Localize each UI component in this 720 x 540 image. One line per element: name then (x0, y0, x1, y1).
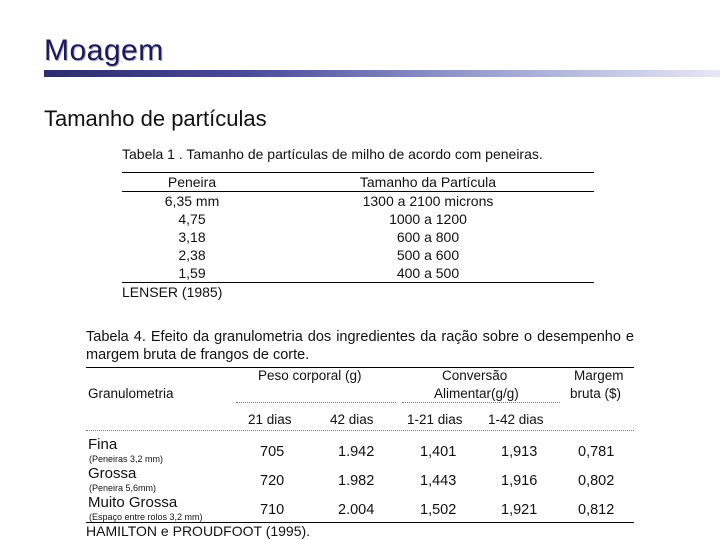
value-margem: 0,802 (578, 473, 615, 489)
header-bruta: bruta ($) (570, 386, 622, 401)
value-conv-1-21: 1,502 (420, 502, 457, 518)
peneira-cell: 1,59 (178, 265, 206, 281)
value-peso-42: 1.982 (338, 473, 375, 489)
value-conv-1-42: 1,916 (501, 473, 538, 489)
value-conv-1-42: 1,913 (501, 444, 538, 460)
table-1-caption: Tabela 1 . Tamanho de partículas de milho de acordo com peneiras. (122, 146, 543, 162)
header-tamanho-particula: Tamanho da Partícula (359, 174, 497, 190)
table-1-grid (122, 173, 594, 191)
particle-size-cell: 400 a 500 (396, 265, 460, 281)
granulometry-name: Muito Grossa (88, 494, 178, 511)
dotted-rule-peso (236, 402, 396, 403)
table-row (122, 264, 594, 282)
value-conv-1-21: 1,443 (420, 473, 457, 489)
granulometry-note: (Peneira 5,6mm) (89, 483, 157, 493)
particle-size-cell: 1000 a 1200 (389, 211, 467, 227)
value-peso-21: 705 (260, 444, 285, 460)
granulometry-name: Grossa (88, 465, 137, 482)
table-row (122, 210, 594, 228)
header-alimentar: Alimentar(g/g) (434, 386, 519, 401)
value-peso-42: 1.942 (338, 444, 375, 460)
value-conv-1-42: 1,921 (501, 502, 538, 518)
table-4-granulometry-effect (86, 328, 634, 539)
subheader-1-21-dias: 1-21 dias (407, 412, 463, 427)
value-conv-1-21: 1,401 (420, 444, 457, 460)
peneira-cell: 6,35 mm (164, 193, 220, 209)
granulometry-name: Fina (88, 436, 118, 453)
granulometry-note: (Peneiras 3,2 mm) (89, 454, 164, 464)
table-1-header-row (122, 173, 594, 191)
value-margem: 0,812 (578, 502, 615, 518)
subheader-1-42-dias: 1-42 dias (488, 412, 544, 427)
granulometry-note: (Espaço entre rolos 3,2 mm) (89, 512, 203, 522)
value-margem: 0,781 (578, 444, 615, 460)
slide-subtitle: Tamanho de partículas (44, 106, 267, 131)
particle-size-cell: 600 a 800 (396, 229, 460, 245)
header-peneira: Peneira (167, 174, 217, 190)
table-4-caption: Tabela 4. Efeito da granulometria dos ingredientes da ração sobre o desempenho e margem bruta de frangos de corte. (86, 329, 634, 363)
value-peso-21: 710 (260, 502, 285, 518)
table-4-grid (86, 368, 634, 522)
peneira-cell: 2,38 (178, 247, 206, 263)
peneira-cell: 4,75 (178, 211, 206, 227)
table-row (122, 228, 594, 246)
subheader-42-dias: 42 dias (330, 412, 374, 427)
header-granulometria: Granulometria (88, 386, 174, 401)
header-margem: Margem (574, 368, 624, 383)
title-underline-bar (44, 70, 720, 77)
subheader-21-dias: 21 dias (248, 412, 292, 427)
table-4-source: HAMILTON e PROUDFOOT (1995). (86, 523, 311, 539)
header-peso-corporal: Peso corporal (g) (258, 368, 362, 383)
value-peso-21: 720 (260, 473, 285, 489)
peneira-cell: 3,18 (178, 229, 206, 245)
particle-size-cell: 1300 a 2100 microns (362, 193, 494, 209)
value-peso-42: 2.004 (338, 502, 375, 518)
particle-size-cell: 500 a 600 (396, 247, 460, 263)
dotted-rule-header (86, 430, 634, 431)
table-row (122, 192, 594, 210)
table-1-source: LENSER (1985) (122, 284, 223, 300)
table-1-particle-size (122, 146, 594, 301)
header-conversao: Conversão (442, 368, 508, 383)
table-row (122, 246, 594, 264)
slide-title: Moagem (44, 34, 164, 67)
dotted-rule-conversao (402, 402, 560, 403)
